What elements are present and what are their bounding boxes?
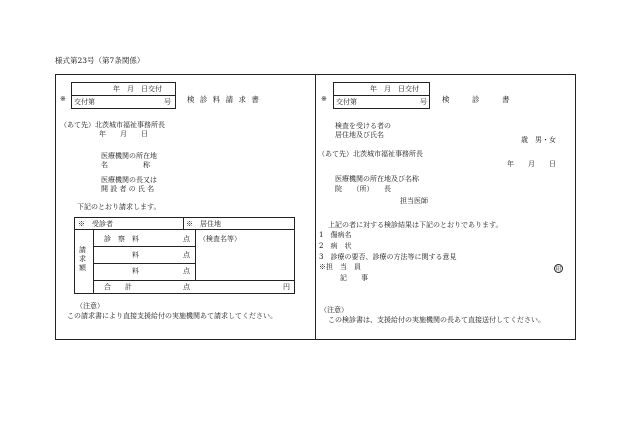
left-delivery-divider xyxy=(71,95,176,96)
claim-amount-label: 請求額 xyxy=(79,246,86,272)
institution-address-label: 医療機関の所在地 xyxy=(101,152,157,160)
claim-row-unit-1: 点 xyxy=(183,251,190,259)
left-delivery-date: 年 月 日交付 xyxy=(113,85,162,93)
test-name-label: （検査名等） xyxy=(199,235,241,243)
right-delivery-divider xyxy=(333,95,430,96)
right-title: 検 診 書 xyxy=(442,95,510,104)
institution-name-label: 名 称 xyxy=(101,161,150,169)
claim-row-unit-total: 点 xyxy=(183,283,190,291)
left-title: 検 診 料 請 求 書 xyxy=(187,95,261,104)
result-statement: 上記の者に対する検診結果は下記のとおりであります。 xyxy=(328,221,503,229)
left-mark: ※ xyxy=(60,95,66,103)
form-number: 様式第23号（第7条関係） xyxy=(55,56,145,65)
left-delivery-number-suffix: 号 xyxy=(164,98,171,106)
right-delivery-date: 年 月 日交付 xyxy=(370,85,419,93)
right-delivery-number-label: 交付第 xyxy=(336,98,357,106)
item-diagnosis: 1 傷病名 xyxy=(319,231,352,239)
right-mark: ※ xyxy=(321,95,327,103)
clinic-director-label: 院 （所） 長 xyxy=(335,185,391,193)
staff-label: ※担 当 員 xyxy=(319,263,361,271)
examinee-label-2: 居住地及び氏名 xyxy=(335,131,384,139)
right-note-heading: （注意） xyxy=(320,306,348,314)
claim-row-item-total: 合 計 xyxy=(104,283,132,291)
item-condition: 2 病 状 xyxy=(319,242,352,250)
left-date: 年 月 日 xyxy=(99,130,148,138)
age-sex-label: 歳 男・女 xyxy=(521,136,556,144)
yen-label: 円 xyxy=(283,283,290,291)
left-addressee: （あて先）北茨城市福祉事務所長 xyxy=(60,121,165,129)
right-note-text: この検診書は、支援給付の実施機関の長あて直接送付してください。 xyxy=(328,316,545,324)
claim-row-unit-0: 点 xyxy=(183,235,190,243)
claim-row-item-2: 料 xyxy=(132,267,139,275)
recipient-label: ※ 受診者 xyxy=(78,220,113,228)
director-label-2: 開 設 者 の 氏 名 xyxy=(101,185,155,193)
seal-mark: 印 xyxy=(555,266,562,273)
claim-row-unit-2: 点 xyxy=(183,267,190,275)
record-label: 記 事 xyxy=(340,274,368,282)
center-divider xyxy=(315,74,316,340)
left-delivery-number-label: 交付第 xyxy=(74,98,95,106)
right-date: 年 月 日 xyxy=(507,160,556,168)
right-delivery-number-suffix: 号 xyxy=(420,98,427,106)
item-opinion: 3 診療の要否、診療の方法等に関する意見 xyxy=(319,253,457,261)
left-note-text: この請求書により直接支援給付の実施機関あて請求してください。 xyxy=(67,312,277,320)
director-label-1: 医療機関の長又は xyxy=(101,176,157,184)
residence-label: ※ 居住地 xyxy=(186,220,221,228)
examinee-label-1: 検査を受ける者の xyxy=(335,122,391,130)
left-note-heading: （注意） xyxy=(76,302,104,310)
claim-row-item-0: 診 察 料 xyxy=(104,235,139,243)
institution-label: 医療機関の所在地及び名称 xyxy=(335,175,419,183)
doctor-label: 担当医師 xyxy=(400,197,428,205)
claim-row-item-1: 料 xyxy=(132,251,139,259)
request-intro: 下記のとおり請求します。 xyxy=(77,203,161,211)
right-addressee: （あて先）北茨城市福祉事務所長 xyxy=(318,150,423,158)
